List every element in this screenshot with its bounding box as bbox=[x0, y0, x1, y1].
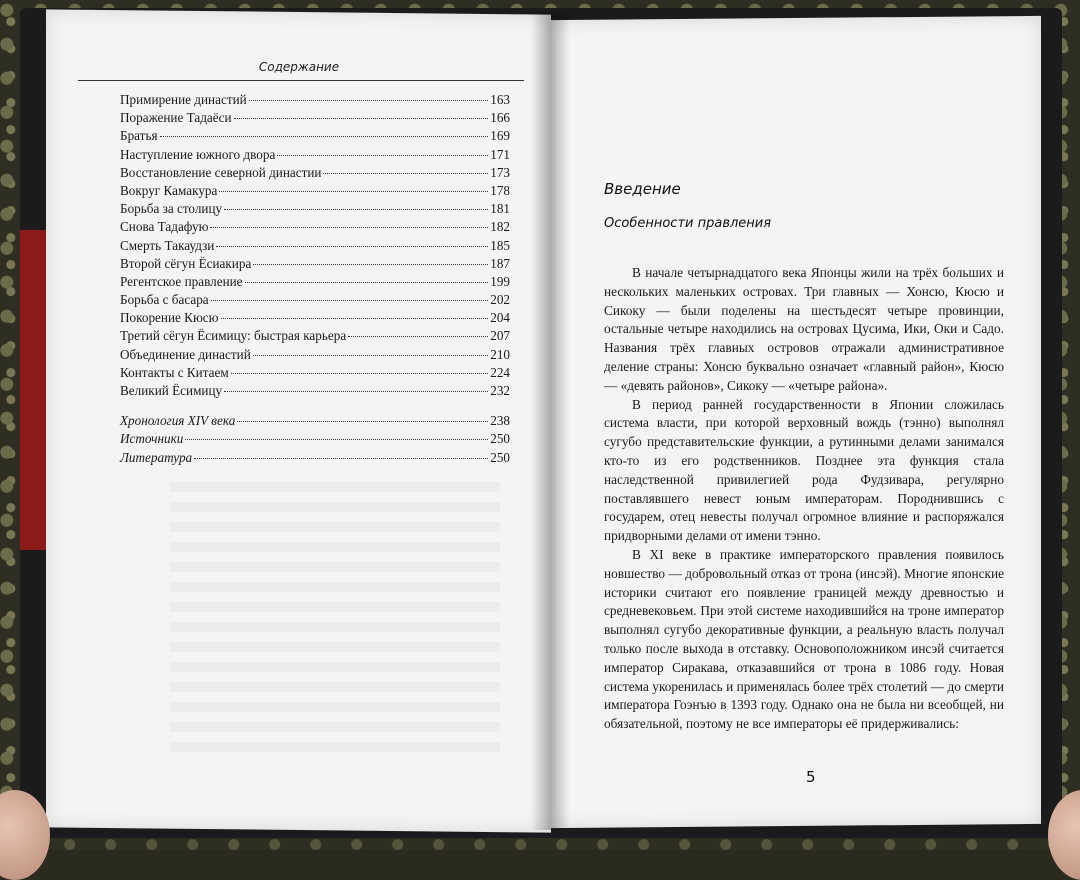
toc-main-list bbox=[120, 92, 510, 401]
toc-leader-dots bbox=[160, 136, 489, 137]
header-rule bbox=[78, 80, 524, 81]
toc-entry-title: Борьба за столицу bbox=[120, 201, 223, 217]
toc-entry-page: 202 bbox=[490, 292, 510, 308]
toc-entry bbox=[120, 201, 510, 219]
toc-entry-page: 232 bbox=[490, 383, 510, 398]
toc-leader-dots bbox=[253, 264, 488, 265]
toc-leader-dots bbox=[194, 458, 488, 459]
toc-entry-title: Примирение династий bbox=[120, 92, 247, 107]
toc-entry-page: 187 bbox=[490, 255, 510, 271]
toc-entry-page: 181 bbox=[490, 201, 510, 217]
toc-entry-page: 178 bbox=[490, 182, 510, 198]
toc-leader-dots bbox=[237, 421, 488, 422]
toc-entry-title: Снова Тадафую bbox=[120, 219, 209, 235]
toc-entry-page: 204 bbox=[490, 310, 510, 326]
toc-entry-page: 185 bbox=[490, 237, 510, 253]
toc-entry bbox=[120, 347, 510, 365]
toc-entry bbox=[120, 128, 510, 146]
toc-entry-title: Братья bbox=[120, 128, 158, 144]
toc-entry-title: Хронология XIV века bbox=[120, 413, 236, 429]
paragraph: В период ранней государственности в Японии сложилась система власти, при которой верховный вождь (тэнно) выполнял сугубо представительские функции, а рутинными делами занимался кто-то из его родственников. Позднее эта функция стала наследственной привилегией рода Фудзивара, регулярно поставлявшего невест юным императорам. Породнившись с государем, отец невесты получал огромное влияние и распоряжался придворными делами от имени тэнно. bbox=[604, 396, 1004, 544]
toc-entry bbox=[120, 310, 510, 328]
table-of-contents bbox=[120, 92, 510, 468]
toc-leader-dots bbox=[234, 118, 489, 119]
toc-leader-dots bbox=[348, 336, 488, 337]
toc-entry-page: 166 bbox=[490, 110, 510, 126]
toc-entry-title: Восстановление северной династии bbox=[120, 164, 322, 180]
toc-entry-page: 224 bbox=[490, 364, 510, 380]
toc-entry-title: Смерть Такаудзи bbox=[120, 237, 215, 253]
toc-entry bbox=[120, 383, 510, 401]
toc-entry-page: 238 bbox=[490, 413, 510, 429]
toc-entry bbox=[120, 165, 510, 183]
toc-leader-dots bbox=[221, 318, 489, 319]
paragraph: В начале четырнадцатого века Японцы жили на трёх больших и нескольких маленьких островах. Три главных — Хонсю, Кюсю и Сикоку — были поделены на шестьдесят четыре провинции, остальные четыре находились на островах Цусима, Ики, Оки и Садо. Названия трёх главных островов отражали административное деление страны: Хонсю буквально означает «главный район», Кюсю — «девять районов», Сикоку — «четыре района». bbox=[604, 265, 1004, 393]
toc-leader-dots bbox=[224, 209, 488, 210]
toc-entry bbox=[120, 413, 510, 431]
page-number: 5 bbox=[806, 768, 816, 786]
toc-entry-title: Источники bbox=[120, 431, 184, 447]
toc-entry bbox=[120, 450, 510, 468]
toc-leader-dots bbox=[277, 155, 488, 156]
toc-leader-dots bbox=[224, 391, 488, 392]
section-title: Введение bbox=[604, 180, 681, 198]
toc-leader-dots bbox=[253, 355, 488, 356]
toc-entry-title: Регентское правление bbox=[120, 273, 243, 289]
toc-entry bbox=[120, 328, 510, 346]
toc-gap bbox=[120, 401, 510, 413]
toc-entry bbox=[120, 147, 510, 165]
subsection-title: Особенности правления bbox=[604, 216, 772, 231]
toc-entry-page: 207 bbox=[490, 328, 510, 344]
running-head: Содержание bbox=[258, 60, 340, 74]
toc-entry-title: Покорение Кюсю bbox=[120, 310, 219, 326]
toc-leader-dots bbox=[245, 282, 489, 283]
toc-entry bbox=[120, 219, 510, 237]
toc-entry-title: Объединение династий bbox=[120, 346, 251, 362]
toc-entry bbox=[120, 256, 510, 274]
toc-entry-title: Литература bbox=[120, 449, 193, 465]
toc-entry-page: 182 bbox=[490, 219, 510, 235]
toc-entry bbox=[120, 238, 510, 256]
toc-leader-dots bbox=[211, 300, 489, 301]
toc-leader-dots bbox=[185, 439, 488, 440]
toc-entry-title: Третий сёгун Ёсимицу: быстрая карьера bbox=[120, 328, 347, 344]
toc-leader-dots bbox=[231, 373, 489, 374]
toc-entry bbox=[120, 110, 510, 128]
toc-entry-page: 163 bbox=[490, 92, 510, 107]
toc-entry-title: Наступление южного двора bbox=[120, 146, 276, 162]
toc-leader-dots bbox=[249, 100, 489, 101]
toc-entry-page: 210 bbox=[490, 346, 510, 362]
body-text bbox=[604, 264, 1004, 734]
book-gutter bbox=[530, 12, 570, 830]
toc-entry-title: Контакты с Китаем bbox=[120, 364, 229, 380]
show-through-text bbox=[170, 482, 500, 762]
toc-entry bbox=[120, 92, 510, 110]
toc-entry bbox=[120, 292, 510, 310]
paragraph: В XI веке в практике императорского правления появилось новшество — добровольный отказ от трона (инсэй). Многие японские историки считают его появление границей между древностью и средневековьем. При этой системе находившийся на троне император выполнял сугубо декоративные функции, а реальную власть получал только после выхода в отставку. Основоположником инсэй считается император Сиракава, отказавшийся от трона в 1086 году. Новая система укоренилась и применялась более трёх столетий — до смерти императора Гоэнъю в 1393 году. Однако она не была ни всеобщей, ни обязательной, поэтому не все императоры её придерживались: bbox=[604, 546, 1004, 732]
toc-entry-page: 169 bbox=[490, 128, 510, 144]
toc-entry-title: Вокруг Камакура bbox=[120, 182, 218, 198]
toc-entry bbox=[120, 431, 510, 449]
toc-entry bbox=[120, 183, 510, 201]
toc-entry-title: Второй сёгун Ёсиакира bbox=[120, 255, 252, 271]
toc-leader-dots bbox=[219, 191, 488, 192]
toc-appendix-list bbox=[120, 413, 510, 468]
toc-leader-dots bbox=[216, 246, 488, 247]
toc-entry-title: Поражение Тадаёси bbox=[120, 110, 232, 126]
toc-entry-page: 250 bbox=[490, 449, 510, 465]
toc-entry bbox=[120, 274, 510, 292]
toc-entry-page: 199 bbox=[490, 273, 510, 289]
toc-entry-title: Великий Ёсимицу bbox=[120, 383, 223, 398]
toc-entry-title: Борьба с басара bbox=[120, 292, 209, 308]
toc-entry bbox=[120, 365, 510, 383]
toc-leader-dots bbox=[323, 173, 488, 174]
toc-leader-dots bbox=[210, 227, 488, 228]
toc-entry-page: 171 bbox=[490, 146, 510, 162]
toc-entry-page: 173 bbox=[490, 164, 510, 180]
toc-entry-page: 250 bbox=[490, 431, 510, 447]
